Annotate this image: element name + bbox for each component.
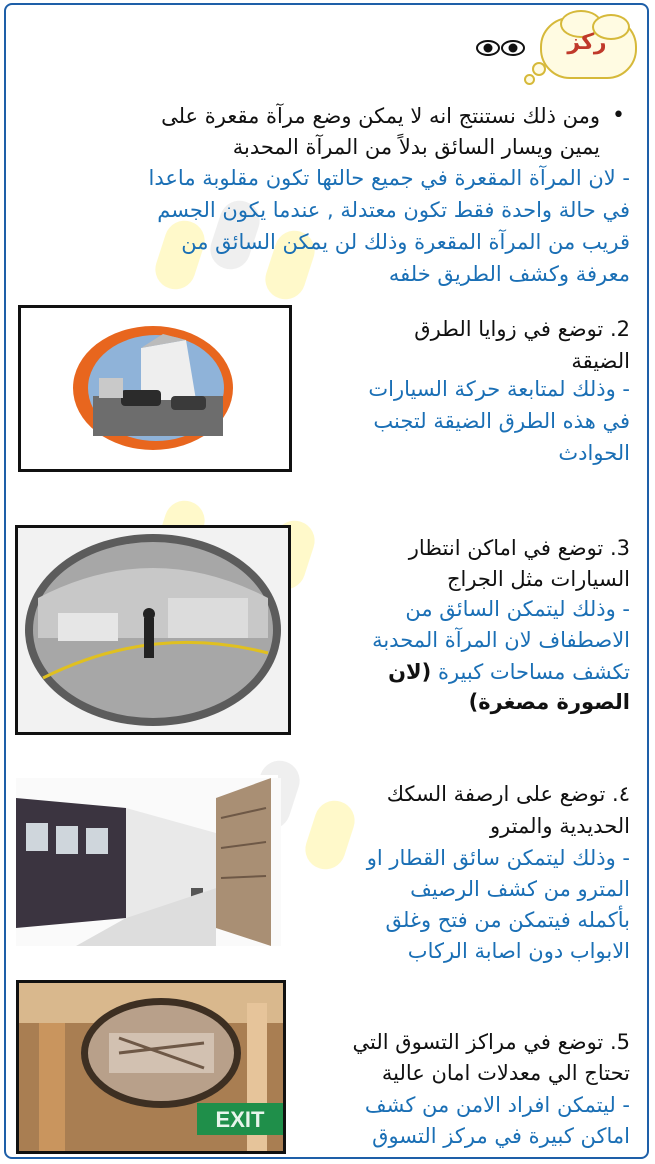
item-desc: - ليتمكن افراد الامن من كشف	[364, 1093, 630, 1117]
item-desc: المترو من كشف الرصيف	[410, 877, 630, 901]
metro-platform-image	[13, 775, 278, 943]
item-title: السيارات مثل الجراج	[446, 567, 630, 591]
item-desc: في هذه الطرق الضيقة لتجنب	[373, 409, 630, 433]
item-title: الحديدية والمترو	[489, 814, 630, 838]
item-title: تحتاج الي معدلات امان عالية	[381, 1061, 630, 1085]
exit-sign: EXIT	[215, 1107, 265, 1132]
mall-mirror-image	[16, 980, 286, 1154]
reason-line: في حالة واحدة فقط تكون معتدلة , عندما يكون الجسم	[157, 198, 630, 222]
item-title: ٤. توضع على ارصفة السكك	[386, 782, 630, 806]
item-desc: الحوادث	[558, 441, 630, 465]
item-desc: اماكن كبيرة في مركز التسوق	[372, 1124, 630, 1148]
item-desc: تكشف مساحات كبيرة (لان	[388, 660, 630, 684]
item-title: 2. توضع في زوايا الطرق	[414, 317, 630, 341]
corner-mirror-image	[18, 305, 292, 472]
item-title: 5. توضع في مراكز التسوق التي	[352, 1030, 630, 1054]
item-desc: الابواب دون اصابة الركاب	[407, 939, 630, 963]
item-desc-bold: الصورة مصغرة)	[468, 690, 630, 714]
intro-line: ومن ذلك نستنتج انه لا يمكن وضع مرآة مقعرة على	[161, 104, 600, 128]
item-desc: - وذلك ليتمكن سائق القطار او	[366, 846, 630, 870]
item-desc: - وذلك ليتمكن السائق من	[405, 597, 630, 621]
item-title: 3. توضع في اماكن انتظار	[408, 536, 630, 560]
item-title: الضيقة	[571, 349, 630, 373]
item-desc: الاصطفاف لان المرآة المحدبة	[372, 628, 630, 652]
item-desc: بأكمله فيتمكن من فتح وغلق	[385, 908, 630, 932]
item-desc: - وذلك لمتابعة حركة السيارات	[368, 377, 630, 401]
reason-line: قريب من المرآة المقعرة وذلك لن يمكن السائق من	[181, 230, 630, 254]
reason-line: - لان المرآة المقعرة في جميع حالتها تكون مقلوبة ماعدا	[148, 166, 630, 190]
intro-line: يمين ويسار السائق بدلاً من المرآة المحدبة	[232, 135, 600, 159]
focus-badge: ركز	[567, 30, 607, 55]
garage-mirror-image	[15, 525, 291, 735]
reason-line: معرفة وكشف الطريق خلفه	[388, 262, 630, 286]
bullet: •	[612, 103, 625, 128]
eyes-icon	[476, 38, 526, 62]
